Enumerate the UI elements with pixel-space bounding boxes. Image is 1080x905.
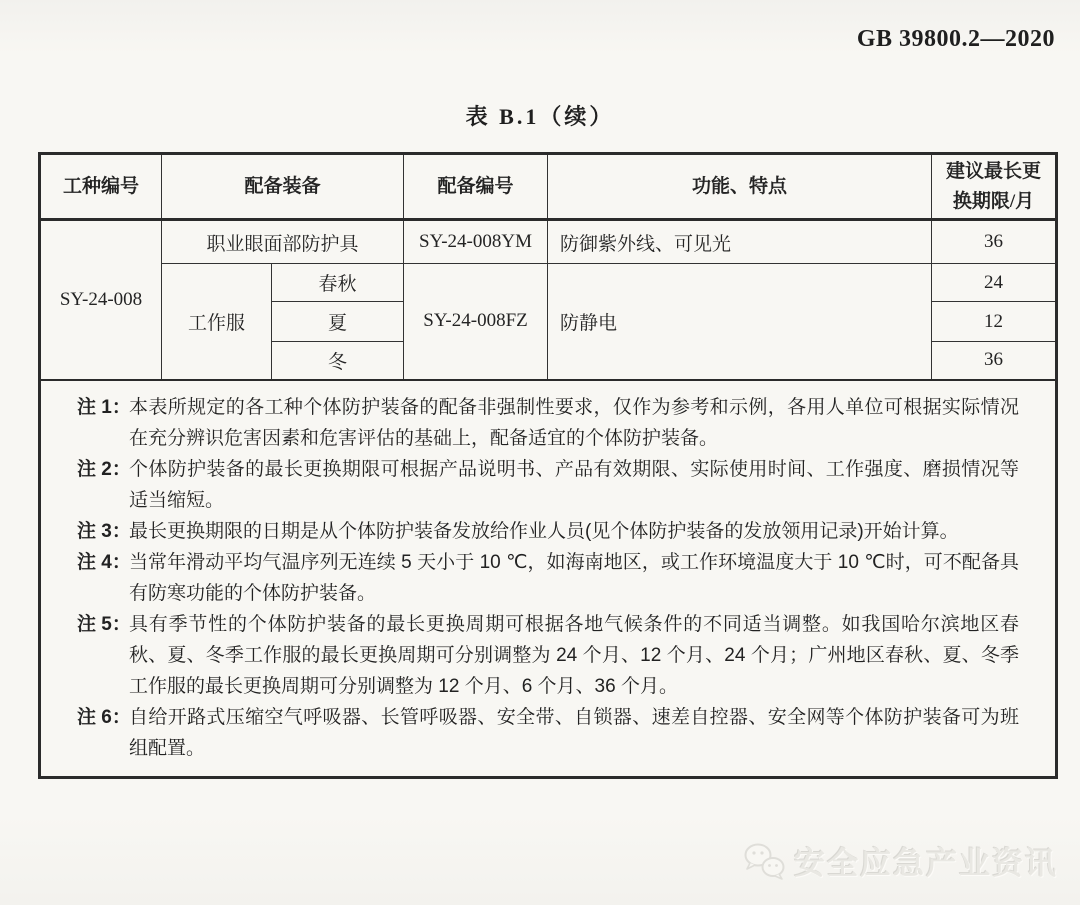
note-6-label: 注 6： <box>77 706 131 728</box>
header-equipment-code: 配备编号 <box>404 154 548 220</box>
note-4-label: 注 4： <box>77 551 131 573</box>
note-4-text: 当常年滑动平均气温序列无连续 5 天小于 10 ℃，如海南地区，或工作环境温度大于 10 ℃时，可不配备具有防寒功能的个体防护装备。 <box>129 551 1020 604</box>
season-cell-winter: 冬 <box>272 342 404 380</box>
note-3-label: 注 3： <box>77 520 131 542</box>
code-cell-eye-face: SY-24-008YM <box>404 220 548 264</box>
note-5 <box>77 609 1020 702</box>
note-4 <box>77 547 1020 609</box>
months-cell-winter: 36 <box>932 342 1057 380</box>
note-6-text: 自给开路式压缩空气呼吸器、长管呼吸器、安全带、自锁器、速差自控器、安全网等个体防护装备可为班组配置。 <box>129 706 1020 759</box>
wechat-icon <box>743 842 787 880</box>
header-max-period <box>932 154 1057 220</box>
table-row <box>40 264 1057 302</box>
standard-code: GB 39800.2—2020 <box>856 26 1055 52</box>
watermark <box>743 838 1058 883</box>
header-equipment: 配备装备 <box>162 154 404 220</box>
months-cell-eye-face: 36 <box>932 220 1057 264</box>
watermark-text: 安全应急产业资讯 <box>794 846 1058 881</box>
table-row <box>40 220 1057 264</box>
note-1 <box>77 392 1020 454</box>
features-cell-eye-face: 防御紫外线、可见光 <box>548 220 932 264</box>
code-cell-workwear: SY-24-008FZ <box>404 264 548 380</box>
note-3 <box>77 516 1019 547</box>
header-max-period-line2: 换期限/月 <box>952 190 1035 212</box>
months-cell-summer: 12 <box>932 302 1057 342</box>
ppe-equipment-table <box>38 152 1058 779</box>
note-1-label: 注 1： <box>77 396 131 418</box>
table-header-row <box>40 154 1057 220</box>
header-max-period-line1: 建议最长更 <box>946 161 1042 183</box>
note-2-text: 个体防护装备的最长更换期限可根据产品说明书、产品有效期限、实际使用时间、工作强度、磨损情况等适当缩短。 <box>129 458 1020 511</box>
note-2 <box>77 454 1020 516</box>
note-2-label: 注 2： <box>77 458 131 480</box>
header-job-code: 工种编号 <box>40 154 162 220</box>
note-3-text: 最长更换期限的日期是从个体防护装备发放给作业人员(见个体防护装备的发放领用记录)开始计算。 <box>129 520 959 542</box>
equipment-group-workwear: 工作服 <box>162 264 272 380</box>
notes-row <box>40 380 1057 778</box>
season-cell-summer: 夏 <box>272 302 404 342</box>
season-cell-spring-autumn: 春秋 <box>272 264 404 302</box>
note-6 <box>77 702 1020 764</box>
note-1-text: 本表所规定的各工种个体防护装备的配备非强制性要求，仅作为参考和示例，各用人单位可根据实际情况在充分辨识危害因素和危害评估的基础上，配备适宜的个体防护装备。 <box>129 396 1020 449</box>
job-code-cell: SY-24-008 <box>40 220 162 380</box>
notes-section <box>40 380 1057 778</box>
equipment-cell-eye-face: 职业眼面部防护具 <box>162 220 404 264</box>
note-5-label: 注 5： <box>77 613 131 635</box>
months-cell-spring-autumn: 24 <box>932 264 1057 302</box>
table-title: 表 B.1（续） <box>465 104 615 129</box>
note-5-text: 具有季节性的个体防护装备的最长更换周期可根据各地气候条件的不同适当调整。如我国哈尔滨地区春秋、夏、冬季工作服的最长更换周期可分别调整为 24 个月、12 个月、24 个月；广州地区春秋、夏、冬季工作服的最长更换周期可分别调整为 12 个月、6 个月、36 个月。 <box>129 613 1020 697</box>
header-features: 功能、特点 <box>548 154 932 220</box>
features-cell-workwear: 防静电 <box>548 264 932 380</box>
